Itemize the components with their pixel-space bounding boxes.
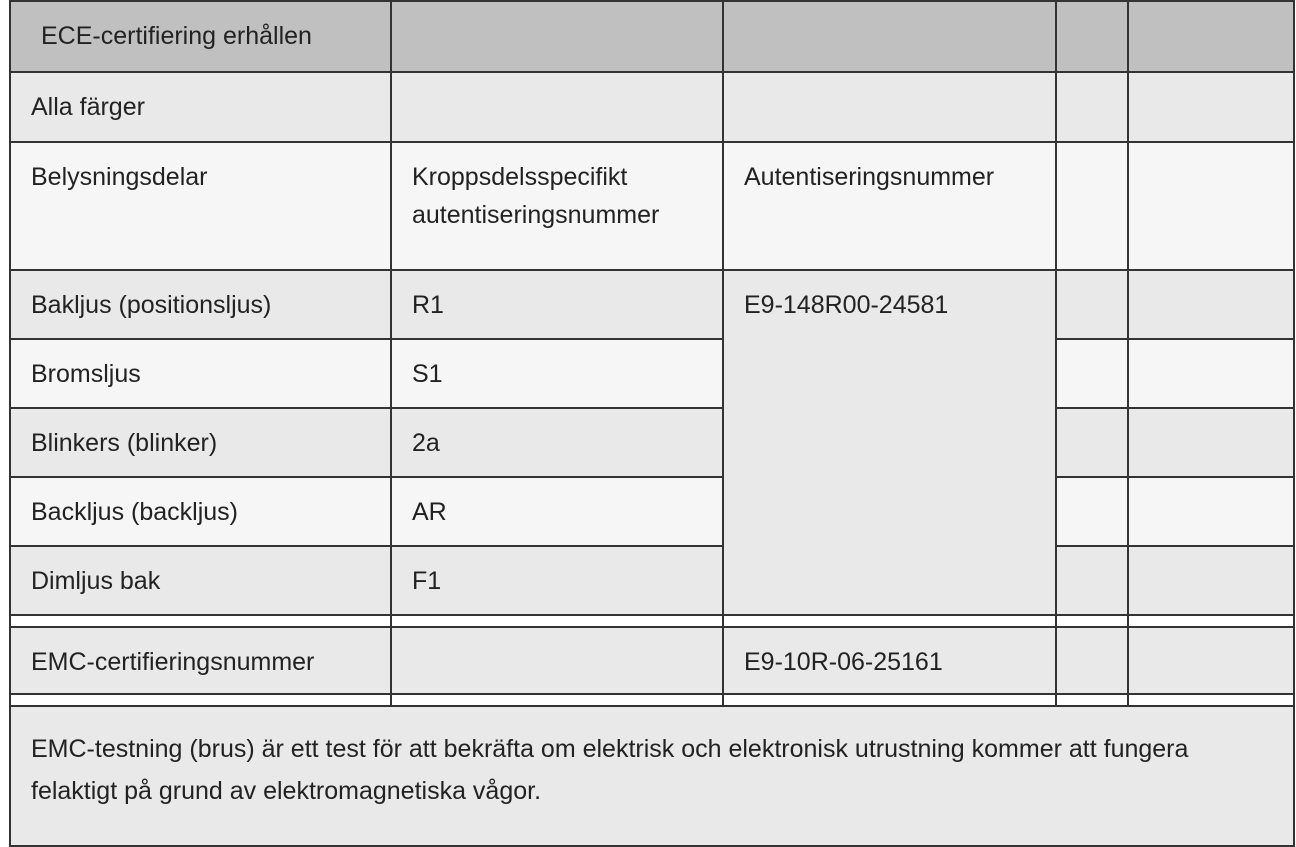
table-cell-empty	[1056, 408, 1128, 477]
spacer-cell	[10, 615, 391, 627]
spacer-cell	[1128, 615, 1294, 627]
lamp-code: AR	[391, 477, 723, 546]
spacer-cell	[723, 694, 1056, 706]
colors-row	[10, 72, 1294, 142]
lamp-code: R1	[391, 270, 723, 339]
table-cell-empty	[1056, 546, 1128, 615]
emc-row	[10, 627, 1294, 694]
table-cell-empty	[1128, 270, 1294, 339]
header-cell-empty	[1056, 1, 1128, 72]
emc-label: EMC-certifieringsnummer	[10, 627, 391, 694]
table-cell-empty	[1128, 142, 1294, 270]
lamp-name: Backljus (backljus)	[10, 477, 391, 546]
table-cell-empty	[1056, 142, 1128, 270]
certification-table	[9, 0, 1295, 847]
column-heading-auth-number: Autentiseringsnummer	[723, 142, 1056, 270]
note-row	[10, 706, 1294, 846]
spacer-cell	[1128, 694, 1294, 706]
table-cell-empty	[1056, 72, 1128, 142]
table-cell-empty	[1056, 627, 1128, 694]
table-cell-empty	[1128, 627, 1294, 694]
column-heading-body-part-number: Kroppsdelsspecifikt autentiseringsnummer	[391, 142, 723, 270]
column-heading-part: Belysningsdelar	[10, 142, 391, 270]
table-cell-empty	[1128, 477, 1294, 546]
lamp-name: Bromsljus	[10, 339, 391, 408]
table-header-row	[10, 1, 1294, 72]
lamp-name: Dimljus bak	[10, 546, 391, 615]
table-cell-empty	[1056, 339, 1128, 408]
column-headings-row	[10, 142, 1294, 270]
table-row	[10, 477, 1294, 546]
lamp-code: 2a	[391, 408, 723, 477]
header-title: ECE-certifiering erhållen	[10, 1, 391, 72]
table-row	[10, 270, 1294, 339]
emc-number: E9-10R-06-25161	[723, 627, 1056, 694]
colors-label: Alla färger	[10, 72, 391, 142]
table-cell-empty	[1128, 546, 1294, 615]
spacer-cell	[1056, 615, 1128, 627]
table-row	[10, 408, 1294, 477]
lamps-auth-number: E9-148R00-24581	[723, 270, 1056, 615]
table-cell-empty	[1128, 339, 1294, 408]
emc-note: EMC-testning (brus) är ett test för att bekräfta om elektrisk och elektronisk utrustning kommer att fungera felaktigt på grund av elektromagnetiska vågor.	[10, 706, 1294, 846]
lamp-code: F1	[391, 546, 723, 615]
table-cell-empty	[1128, 408, 1294, 477]
table-cell-empty	[1056, 477, 1128, 546]
spacer-cell	[723, 615, 1056, 627]
table-cell-empty	[1056, 270, 1128, 339]
spacer-row	[10, 615, 1294, 627]
spacer-cell	[1056, 694, 1128, 706]
spacer-row	[10, 694, 1294, 706]
table-cell-empty	[723, 72, 1056, 142]
table-cell-empty	[391, 627, 723, 694]
lamp-name: Bakljus (positionsljus)	[10, 270, 391, 339]
spacer-cell	[10, 694, 391, 706]
table-row	[10, 546, 1294, 615]
header-cell-empty	[391, 1, 723, 72]
table-cell-empty	[1128, 72, 1294, 142]
lamp-code: S1	[391, 339, 723, 408]
lamp-name: Blinkers (blinker)	[10, 408, 391, 477]
spacer-cell	[391, 694, 723, 706]
header-cell-empty	[723, 1, 1056, 72]
header-cell-empty	[1128, 1, 1294, 72]
table-cell-empty	[391, 72, 723, 142]
spacer-cell	[391, 615, 723, 627]
table-row	[10, 339, 1294, 408]
